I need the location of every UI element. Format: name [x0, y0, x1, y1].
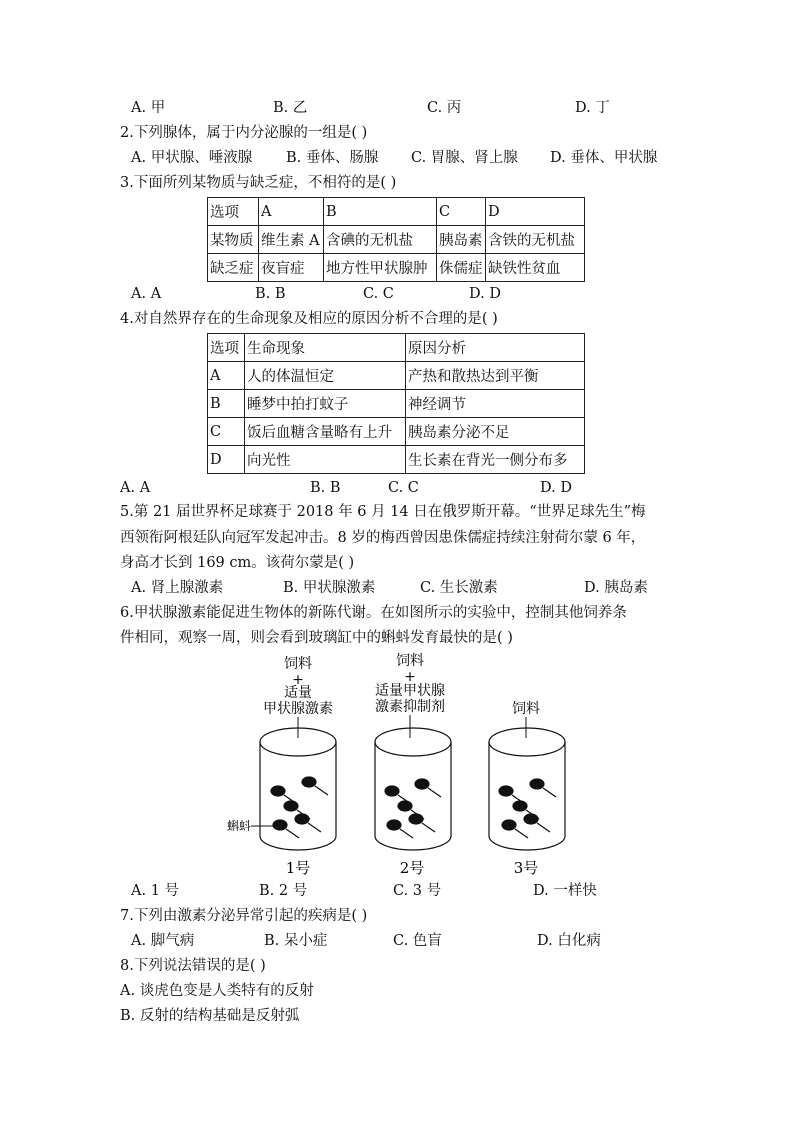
jar2-label-line: + [404, 669, 416, 685]
tadpole-label: 蝌蚪 [227, 819, 252, 833]
table-cell: 侏儒症 [437, 254, 486, 282]
table-cell: D [208, 446, 245, 474]
table-cell: 选项 [208, 198, 259, 226]
table-cell: 饭后血糖含量略有上升 [245, 418, 406, 446]
q5-option-a: A. 肾上腺激素 [131, 580, 224, 596]
table-cell: D [486, 198, 585, 226]
table-cell: 选项 [208, 334, 245, 362]
table-cell: 缺铁性贫血 [486, 254, 585, 282]
jar2-label-line: 适量甲状腺 [375, 683, 445, 699]
q1-option-d: D. 丁 [575, 100, 610, 116]
table-cell: 神经调节 [406, 390, 585, 418]
q6-option-d: D. 一样快 [533, 883, 597, 899]
q6-stem-line-1: 6.甲状腺激素能促进生物体的新陈代谢。在如图所示的实验中，控制其他饲养条 [120, 605, 627, 621]
jar1-label-line: + [292, 672, 304, 688]
jar2-label-line: 饲料 [396, 653, 424, 669]
q7-stem: 7.下列由激素分泌异常引起的疾病是( ) [120, 908, 368, 924]
q8-option-b: B. 反射的结构基础是反射弧 [120, 1008, 300, 1024]
table-cell: A [208, 362, 245, 390]
table-cell: B [324, 198, 437, 226]
q6-option-c: C. 3 号 [393, 883, 442, 899]
q3-option-b: B. B [255, 286, 286, 302]
table-cell: 胰岛素分泌不足 [406, 418, 585, 446]
q1-option-b: B. 乙 [273, 100, 308, 116]
table-cell: A [259, 198, 324, 226]
jar3-number: 3号 [513, 859, 539, 877]
table-cell: C [437, 198, 486, 226]
table-cell: 缺乏症 [208, 254, 259, 282]
q1-option-a: A. 甲 [131, 100, 166, 116]
jar1-number: 1号 [285, 859, 311, 877]
q2-option-d: D. 垂体、甲状腺 [550, 150, 658, 166]
table-cell: 人的体温恒定 [245, 362, 406, 390]
q5-option-b: B. 甲状腺激素 [283, 580, 376, 596]
q5-stem-line-2: 西领衔阿根廷队向冠军发起冲击。8 岁的梅西曾因患侏儒症持续注射荷尔蒙 6 年， [120, 530, 646, 546]
q3-option-c: C. C [363, 286, 394, 302]
table-cell: 睡梦中拍打蚊子 [245, 390, 406, 418]
jar1-label-line: 适量 [284, 685, 312, 701]
q2-option-c: C. 胃腺、肾上腺 [411, 150, 518, 166]
q5-stem-line-1: 5.第 21 届世界杯足球赛于 2018 年 6 月 14 日在俄罗斯开幕。“世界足球先生”梅 [120, 504, 646, 520]
q4-option-c: C. C [388, 480, 419, 496]
q2-option-b: B. 垂体、肠腺 [286, 150, 379, 166]
table-cell: 某物质 [208, 226, 259, 254]
jar1-body [260, 742, 336, 850]
q5-option-d: D. 胰岛素 [584, 580, 648, 596]
q8-option-a: A. 谈虎色变是人类特有的反射 [120, 983, 314, 999]
q4-stem: 4.对自然界存在的生命现象及相应的原因分析不合理的是( ) [120, 311, 498, 327]
q4-option-d: D. D [540, 480, 572, 496]
jar3-tadpoles [499, 779, 556, 838]
jar2-tadpoles [385, 779, 441, 838]
table-cell: 含铁的无机盐 [486, 226, 585, 254]
jar2-label-line: 激素抑制剂 [375, 699, 445, 715]
q5-option-c: C. 生长激素 [420, 580, 498, 596]
q6-option-a: A. 1 号 [131, 883, 180, 899]
q7-option-c: C. 色盲 [393, 933, 442, 949]
jar3-label: 饲料 [512, 701, 540, 717]
q3-option-a: A. A [131, 286, 162, 302]
q6-option-b: B. 2 号 [259, 883, 308, 899]
table-cell: 地方性甲状腺肿 [324, 254, 437, 282]
jar3-rim [489, 728, 565, 756]
table-cell: C [208, 418, 245, 446]
table-cell: 向光性 [245, 446, 406, 474]
jar2-rim [375, 728, 451, 756]
q4-option-b: B. B [310, 480, 341, 496]
q1-option-c: C. 丙 [427, 100, 462, 116]
q2-option-a: A. 甲状腺、唾液腺 [131, 150, 253, 166]
jar1-label-line: 甲状腺激素 [263, 701, 333, 717]
q3-option-d: D. D [469, 286, 501, 302]
table-cell: B [208, 390, 245, 418]
table-cell: 维生素 A [259, 226, 324, 254]
table-cell: 胰岛素 [437, 226, 486, 254]
q8-stem: 8.下列说法错误的是( ) [120, 958, 266, 974]
table-cell: 生长素在背光一侧分布多 [406, 446, 585, 474]
table-cell: 夜盲症 [259, 254, 324, 282]
jar1-tadpoles [271, 777, 328, 838]
table-cell: 含碘的无机盐 [324, 226, 437, 254]
jar2-number: 2号 [399, 859, 425, 877]
q7-option-b: B. 呆小症 [264, 933, 328, 949]
jar1-label-line: 饲料 [284, 656, 312, 672]
q7-option-a: A. 脚气病 [131, 933, 195, 949]
q5-stem-line-3: 身高才长到 169 cm。该荷尔蒙是( ) [120, 555, 355, 571]
q7-option-d: D. 白化病 [537, 933, 601, 949]
q3-stem: 3.下面所列某物质与缺乏症，不相符的是( ) [120, 175, 397, 191]
q6-stem-line-2: 件相同，观察一周，则会看到玻璃缸中的蝌蚪发育最快的是( ) [120, 630, 513, 646]
table-cell: 产热和散热达到平衡 [406, 362, 585, 390]
table-cell: 生命现象 [245, 334, 406, 362]
q4-option-a: A. A [120, 480, 151, 496]
q2-stem: 2.下列腺体，属于内分泌腺的一组是( ) [120, 125, 368, 141]
table-cell: 原因分析 [406, 334, 585, 362]
